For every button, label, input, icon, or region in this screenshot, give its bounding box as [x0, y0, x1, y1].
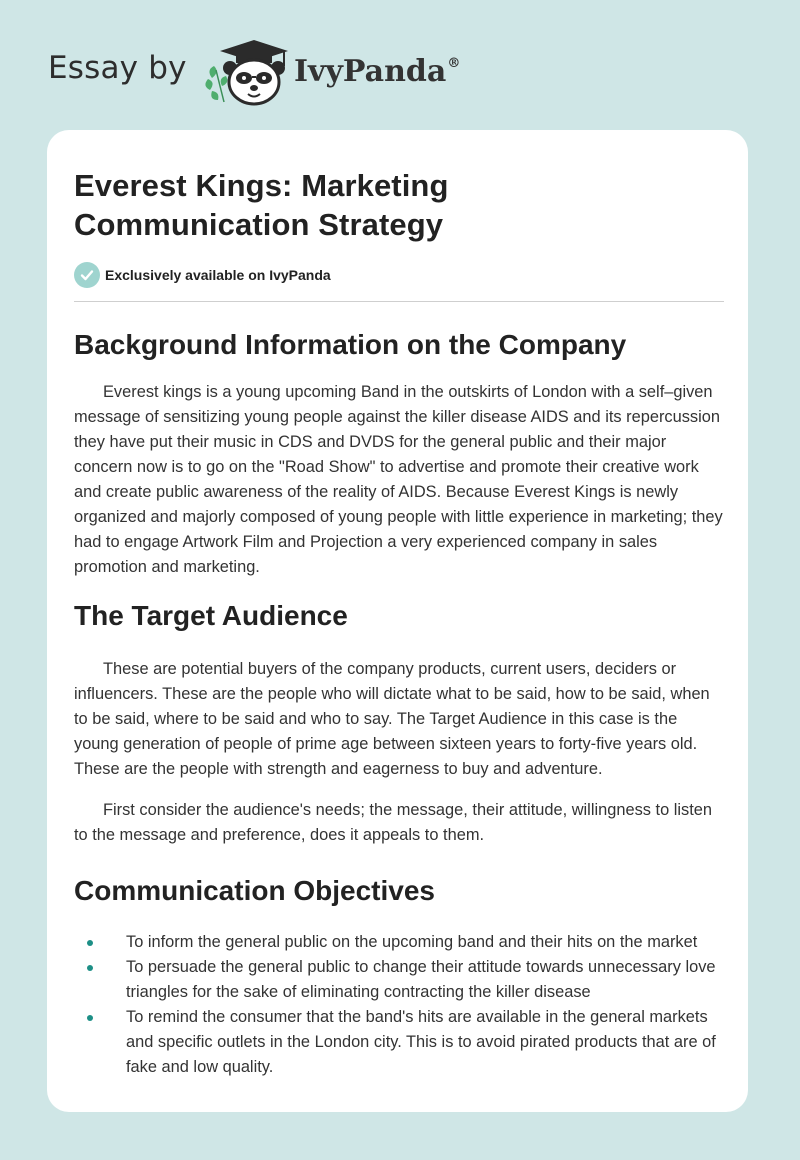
panda-logo-icon[interactable] [202, 36, 292, 108]
title-line-1: Everest Kings: Marketing [74, 168, 449, 203]
registered-mark: ® [447, 56, 461, 71]
essay-title [74, 166, 724, 244]
bullet-dot-icon [87, 1015, 93, 1021]
badge-text: Exclusively available on IvyPanda [105, 267, 331, 283]
essay-content [74, 166, 724, 1080]
exclusive-badge [74, 261, 724, 289]
essay-by-label: Essay by [48, 50, 187, 86]
list-item [74, 1005, 724, 1080]
site-header [48, 36, 548, 108]
bullet-dot-icon [87, 940, 93, 946]
section-heading-objectives: Communication Objectives [74, 875, 435, 906]
section-heading-background: Background Information on the Company [74, 329, 627, 360]
brand-name[interactable] [294, 54, 460, 89]
title-divider [74, 301, 724, 302]
list-item-text: To persuade the general public to change their attitude towards unnecessary love triangles for the sake of eliminating contracting the killer disease [126, 958, 716, 1001]
title-line-2: Communication Strategy [74, 207, 444, 242]
objectives-list [74, 930, 724, 1080]
paragraph-background: Everest kings is a young upcoming Band in the outskirts of London with a self–given message of sensitizing young people against the killer disease AIDS and its repercussion they have put their music in CDS and DVDS for the general public and their major concern now is to go on the "Road Show" to advertise and promote their creative work and create public awareness of the reality of AIDS. Because Everest Kings is newly organized and majorly composed of young people with little experience in marketing; they had to engage Artwork Film and Projection a very experienced company in sales promotion and marketing. [74, 383, 723, 576]
paragraph-target-audience-1: These are potential buyers of the company products, current users, deciders or influencers. These are the people who will dictate what to be said, how to be said, when to be said, where to be said and who to say. The Target Audience in this case is the young generation of people of prime age between sixteen years to forty-five years old. These are the people with strength and eagerness to buy and adventure. [74, 660, 710, 778]
paragraph-target-audience-2: First consider the audience's needs; the message, their attitude, willingness to listen to the message and preference, does it appeals to them. [74, 801, 712, 844]
essay-card [47, 130, 748, 1112]
bullet-dot-icon [87, 965, 93, 971]
section-heading-target-audience: The Target Audience [74, 600, 348, 631]
checkmark-circle-icon [74, 262, 100, 288]
list-item [74, 955, 724, 1005]
list-item-text: To inform the general public on the upcoming band and their hits on the market [126, 933, 698, 951]
list-item-text: To remind the consumer that the band's hits are available in the general markets and specific outlets in the London city. This is to avoid pirated products that are of fake and low quality. [126, 1008, 716, 1076]
brand-text: IvyPanda [294, 54, 447, 89]
list-item [74, 930, 724, 955]
